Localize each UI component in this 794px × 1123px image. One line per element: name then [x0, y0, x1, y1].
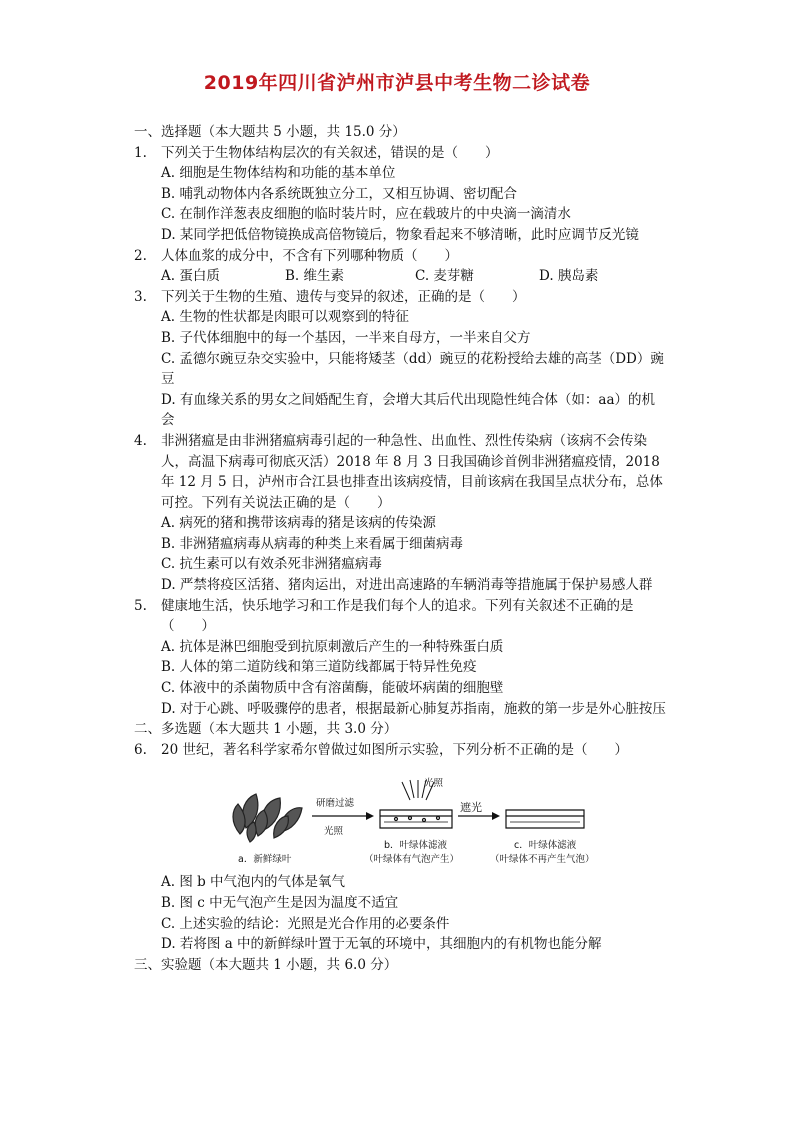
question-stem: 下列关于生物体结构层次的有关叙述，错误的是（ ）	[161, 144, 499, 161]
option-b: B. 非洲猪瘟病毒从病毒的种类上来看属于细菌病毒	[161, 535, 464, 552]
option-a: A. 图 b 中气泡内的气体是氧气	[161, 874, 346, 891]
arrow1-bottom-label: 光照	[324, 826, 344, 838]
question-number: 1.	[134, 144, 147, 161]
experiment-figure	[134, 770, 666, 872]
options-row	[134, 266, 666, 287]
option-d: D. 某同学把低倍物镜换成高倍物镜后，物象看起来不够清晰，此时应调节反光镜	[161, 226, 639, 243]
option-a: A. 蛋白质	[161, 268, 220, 285]
question-stem: 下列关于生物的生殖、遗传与变异的叙述，正确的是（ ）	[161, 288, 526, 305]
option-d: D. 有血缘关系的男女之间婚配生育，会增大其后代出现隐性纯合体（如：aa）的机会	[161, 391, 656, 429]
option-c: C. 上述实验的结论：光照是光合作用的必要条件	[161, 915, 450, 932]
arrow2-label: 遮光	[460, 801, 482, 815]
option-a: A. 抗体是淋巴细胞受到抗原刺激后产生的一种特殊蛋白质	[161, 638, 504, 655]
arrow1-top-label: 研磨过滤	[316, 798, 355, 810]
question-number: 6.	[134, 741, 147, 758]
question-3	[134, 287, 666, 308]
question-1	[134, 143, 666, 164]
option-a: A. 细胞是生物体结构和功能的基本单位	[161, 165, 396, 182]
question-stem: 健康地生活，快乐地学习和工作是我们每个人的追求。下列有关叙述不正确的是（ ）	[161, 597, 634, 635]
question-stem: 非洲猪瘟是由非洲猪瘟病毒引起的一种急性、出血性、烈性传染病（该病不会传染人，高温下病毒可彻底灭活）2018 年 8 月 3 日我国确诊首例非洲猪瘟疫情，2018 年 12 月 5 日，泸州市合江县也排查出该病疫情，目前该病在我国呈点状分布，总体可控。下列有关说法正确的是（ ）	[161, 432, 663, 511]
leaves-illustration	[233, 794, 302, 842]
option-d: D. 胰岛素	[539, 268, 599, 285]
question-2	[134, 246, 666, 267]
question-6	[134, 740, 666, 761]
label-a: a．新鲜绿叶	[238, 854, 292, 866]
option-b: B. 哺乳动物体内各系统既独立分工，又相互协调、密切配合	[161, 185, 518, 202]
option-c: C. 抗生素可以有效杀死非洲猪瘟病毒	[161, 556, 382, 573]
question-number: 2.	[134, 247, 147, 264]
question-stem: 20 世纪，著名科学家希尔曾做过如图所示实验，下列分析不正确的是（ ）	[161, 741, 628, 758]
label-b-note: （叶绿体有气泡产生）	[364, 854, 460, 866]
question-number: 4.	[134, 432, 147, 449]
question-number: 5.	[134, 597, 147, 614]
question-4	[134, 431, 666, 513]
page-title: 2019年四川省泸州市泸县中考生物二诊试卷	[203, 72, 591, 94]
section-heading-experiment: 三、实验题（本大题共 1 小题，共 6.0 分）	[134, 956, 398, 973]
label-c-note: （叶绿体不再产生气泡）	[490, 854, 595, 866]
arrow-head	[366, 812, 374, 820]
label-b-title: b．叶绿体滤液	[384, 840, 448, 852]
label-c-title: c．叶绿体滤液	[514, 840, 577, 852]
arrow-head	[492, 812, 500, 820]
option-c: C. 孟德尔豌豆杂交实验中，只能将矮茎（dd）豌豆的花粉授给去雄的高茎（DD）豌豆	[161, 350, 664, 388]
option-b: B. 人体的第二道防线和第三道防线都属于特异性免疫	[161, 659, 477, 676]
option-c: C. 在制作洋葱表皮细胞的临时装片时，应在载玻片的中央滴一滴清水	[161, 206, 571, 223]
option-d: D. 若将图 a 中的新鲜绿叶置于无氧的环境中，其细胞内的有机物也能分解	[161, 936, 602, 953]
option-a: A. 病死的猪和携带该病毒的猪是该病的传染源	[161, 515, 436, 532]
exam-content	[134, 122, 666, 975]
question-number: 3.	[134, 288, 147, 305]
section-heading-choice: 一、选择题（本大题共 5 小题，共 15.0 分）	[134, 124, 406, 140]
option-c: C. 麦芽糖	[415, 268, 474, 285]
light-label: 光照	[424, 778, 444, 790]
option-a: A. 生物的性状都是肉眼可以观察到的特征	[161, 309, 409, 326]
petri-dish-c	[506, 810, 584, 828]
section-heading-multi: 二、多选题（本大题共 1 小题，共 3.0 分）	[134, 721, 398, 738]
petri-dish-b	[380, 810, 452, 828]
question-stem: 人体血浆的成分中，不含有下列哪种物质（ ）	[161, 247, 458, 264]
option-b: B. 子代体细胞中的每一个基因，一半来自母方，一半来自父方	[161, 329, 531, 346]
option-c: C. 体液中的杀菌物质中含有溶菌酶，能破坏病菌的细胞壁	[161, 680, 504, 697]
question-5	[134, 596, 666, 637]
option-b: B. 图 c 中无气泡产生是因为温度不适宜	[161, 895, 399, 911]
option-d: D. 严禁将疫区活猪、猪肉运出，对进出高速路的车辆消毒等措施属于保护易感人群	[161, 577, 653, 594]
option-d: D. 对于心跳、呼吸骤停的患者，根据最新心肺复苏指南，施救的第一步是外心脏按压	[161, 700, 666, 717]
option-b: B. 维生素	[285, 268, 345, 285]
